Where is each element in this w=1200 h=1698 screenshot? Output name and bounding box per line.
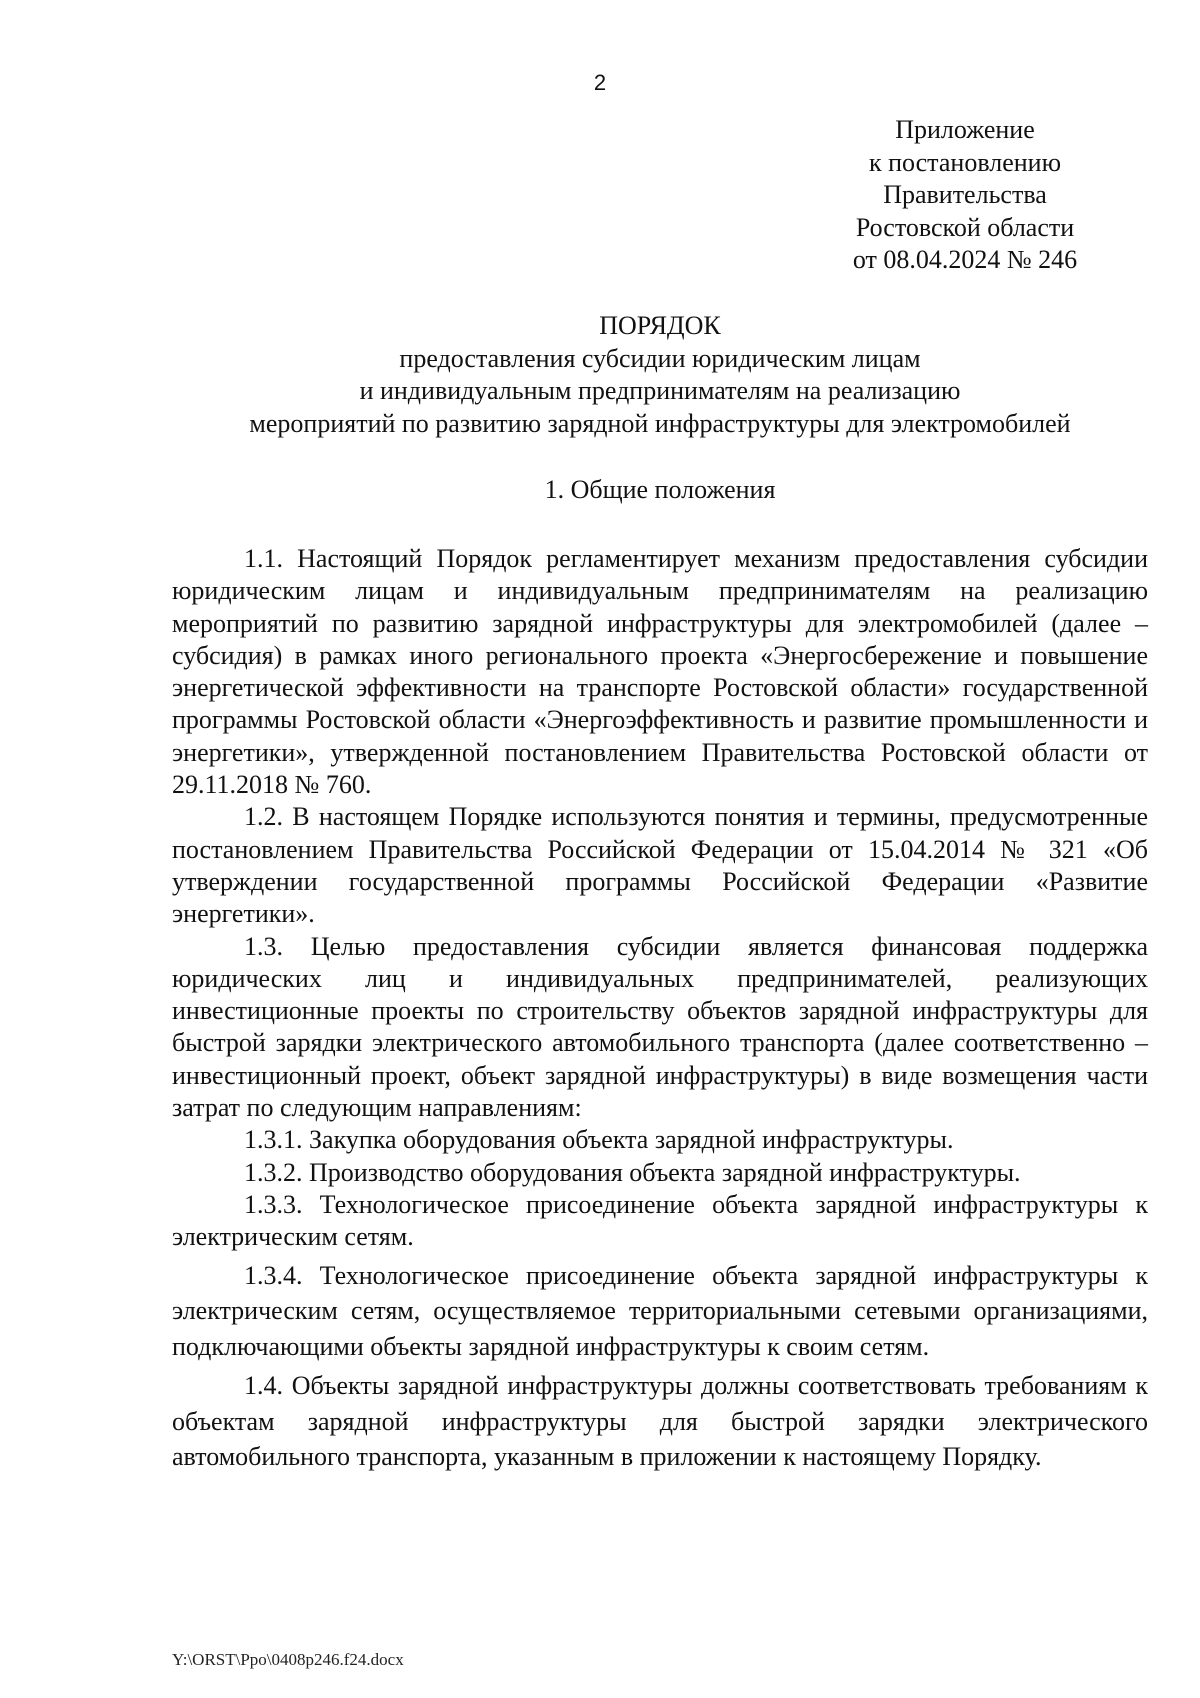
- document-title-block: [170, 310, 1150, 440]
- appendix-line: к постановлению: [868, 147, 1062, 177]
- section-heading: 1. Общие положения: [544, 475, 776, 504]
- paragraph-1-3-1: 1.3.1. Закупка оборудования объекта зарядной инфраструктуры.: [244, 1125, 954, 1155]
- paragraph-1-2: 1.2. В настоящем Порядке используются понятия и термины, предусмотренные постановлением Правительства Российской Федерации от 15.04.2014 № 321 «Об утверждении государственной программы Российской Федерации «Развитие энергетики».: [172, 802, 1148, 929]
- appendix-line: Правительства: [883, 180, 1047, 209]
- appendix-line: от 08.04.2024 № 246: [852, 245, 1078, 274]
- appendix-block: [830, 114, 1100, 277]
- paragraph-1-3: 1.3. Целью предоставления субсидии является финансовая поддержка юридических лиц и индивидуальных предпринимателей, реализующих инвестиционные проекты по строительству объектов зарядной инфраструктуры для быстрой зарядки электрического автомобильного транспорта (далее соответственно – инвестиционный проект, объект зарядной инфраструктуры) в виде возмещения части затрат по следующим направлениям:: [172, 931, 1148, 1123]
- paragraph-1-4: 1.4. Объекты зарядной инфраструктуры должны соответствовать требованиям к объектам зарядной инфраструктуры для быстрой зарядки электрического автомобильного транспорта, указанным в приложении к настоящему Порядку.: [172, 1371, 1148, 1472]
- document-subtitle-line: предоставления субсидии юридическим лицам: [399, 343, 921, 373]
- document-subtitle-line: мероприятий по развитию зарядной инфраструктуры для электромобилей: [249, 408, 1071, 438]
- appendix-line: Приложение: [895, 115, 1035, 144]
- document-subtitle-line: и индивидуальным предпринимателям на реализацию: [359, 376, 961, 405]
- appendix-line: Ростовской области: [855, 212, 1075, 242]
- paragraph-1-3-4: 1.3.4. Технологическое присоединение объекта зарядной инфраструктуры к электрическим сетям, осуществляемое территориальными сетевыми организациями, подключающими объекты зарядной инфраструктуры к своим сетям.: [172, 1260, 1148, 1361]
- document-body: [172, 543, 1148, 1475]
- page-number: 2: [593, 70, 607, 95]
- paragraph-1-3-2: 1.3.2. Производство оборудования объекта зарядной инфраструктуры.: [244, 1157, 1021, 1187]
- footer-file-path: Y:\ORST\Ppo\0408p246.f24.docx: [172, 1650, 404, 1669]
- paragraph-1-3-3: 1.3.3. Технологическое присоединение объекта зарядной инфраструктуры к электрическим сетям.: [172, 1189, 1148, 1252]
- document-title: ПОРЯДОК: [599, 311, 721, 340]
- paragraph-1-1: 1.1. Настоящий Порядок регламентирует механизм предоставления субсидии юридическим лицам и индивидуальным предпринимателям на реализацию мероприятий по развитию зарядной инфраструктуры для электромобилей (далее – субсидия) в рамках иного регионального проекта «Энергосбережение и повышение энергетической эффективности на транспорте Ростовской области» государственной программы Ростовской области «Энергоэффективность и развитие промышленности и энергетики», утвержденной постановлением Правительства Ростовской области от 29.11.2018 № 760.: [172, 544, 1148, 800]
